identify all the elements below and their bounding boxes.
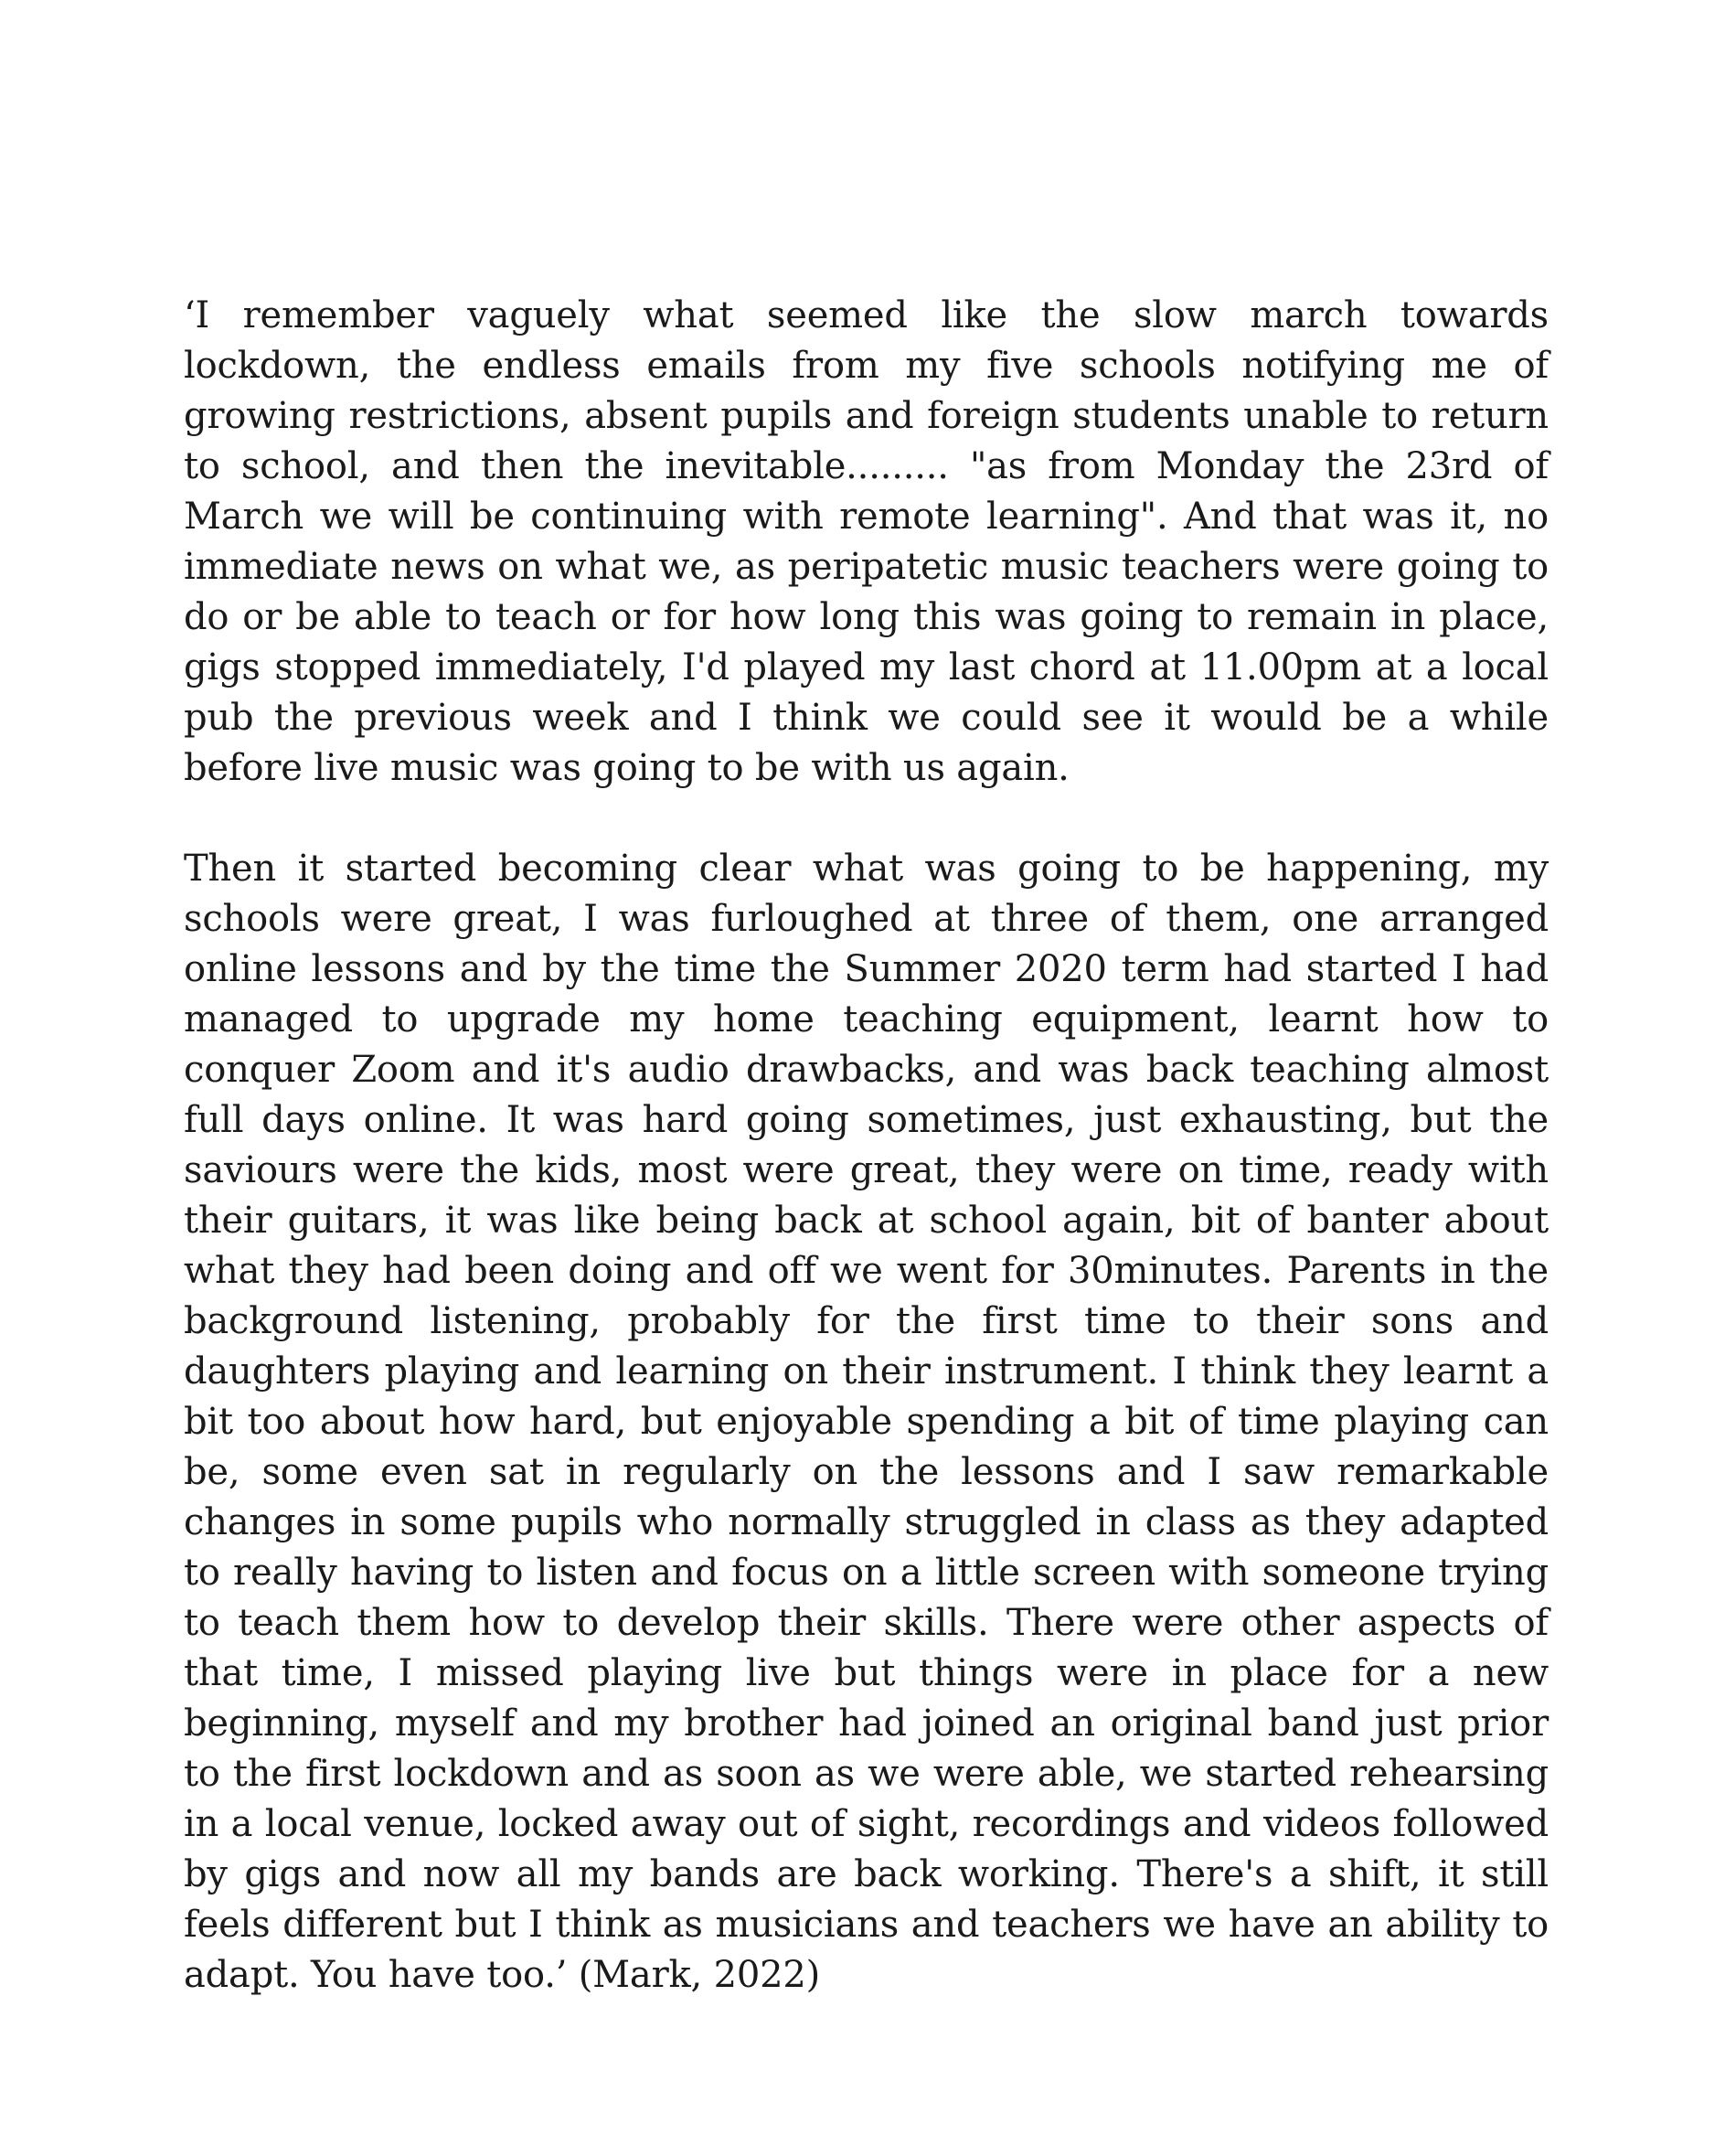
quote-paragraph-1: ‘I remember vaguely what seemed like the slow march towards lockdown, the endless emails from my five schools notifying me of growing restrictions, absent pupils and foreign students unable to return to school, and then the inevitable......... "as from Monday the 23rd of March we will be continuing with remote learning". And that was it, no immediate news on what we, as peripatetic music teachers were going to do or be able to teach or for how long this was going to remain in place, gigs stopped immediately, I'd played my last chord at 11.00pm at a local pub the previous week and I think we could see it would be a while before live music was going to be with us again. (184, 294, 1549, 789)
quote-paragraph-2: Then it started becoming clear what was going to be happening, my schools were great, I was furloughed at three of them, one arranged online lessons and by the time the Summer 2020 term had started I had managed to upgrade my home teaching equipment, learnt how to conquer Zoom and it's audio drawbacks, and was back teaching almost full days online. It was hard going sometimes, just exhausting, but the saviours were the kids, most were great, they were on time, ready with their guitars, it was like being back at school again, bit of banter about what they had been doing and off we went for 30minutes. Parents in the background listening, probably for the first time to their sons and daughters playing and learning on their instrument. I think they learnt a bit too about how hard, but enjoyable spending a bit of time playing can be, some even sat in regularly on the lessons and I saw remarkable changes in some pupils who normally struggled in class as they adapted to really having to listen and focus on a little screen with someone trying to teach them how to develop their skills. There were other aspects of that time, I missed playing live but things were in place for a new beginning, myself and my brother had joined an original band just prior to the first lockdown and as soon as we were able, we started rehearsing in a local venue, locked away out of sight, recordings and videos followed by gigs and now all my bands are back working. There's a shift, it still feels different but I think as musicians and teachers we have an ability to adapt. You have too.’ (Mark, 2022) (184, 848, 1549, 1996)
quote-text-block (184, 291, 1549, 2001)
